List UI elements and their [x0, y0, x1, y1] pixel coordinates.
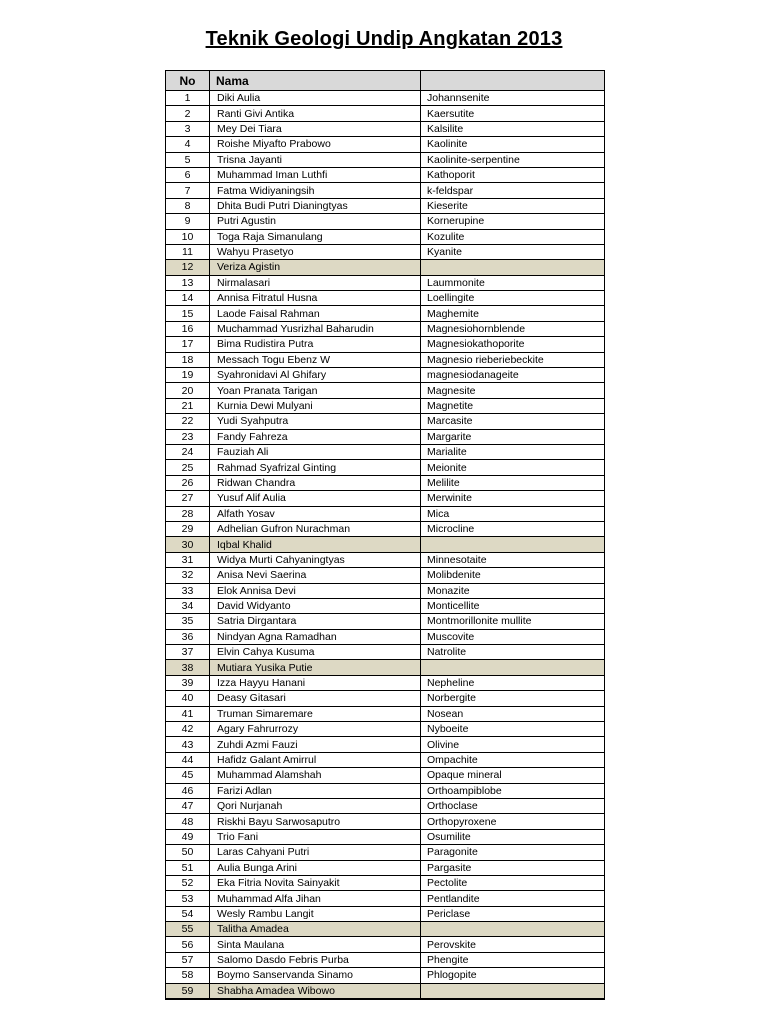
student-name: Aulia Bunga Arini — [210, 860, 421, 875]
mineral-name: Perovskite — [421, 937, 605, 952]
row-number: 22 — [166, 414, 210, 429]
row-number: 58 — [166, 968, 210, 983]
mineral-name: Magnesio rieberiebeckite — [421, 352, 605, 367]
table-row — [166, 275, 605, 290]
row-number: 47 — [166, 798, 210, 813]
row-number: 54 — [166, 906, 210, 921]
row-number: 37 — [166, 645, 210, 660]
student-name: Yoan Pranata Tarigan — [210, 383, 421, 398]
row-number: 57 — [166, 952, 210, 967]
mineral-name: Marcasite — [421, 414, 605, 429]
student-name: Syahronidavi Al Ghifary — [210, 368, 421, 383]
student-name: Fatma Widiyaningsih — [210, 183, 421, 198]
table-row — [166, 106, 605, 121]
table-row — [166, 737, 605, 752]
table-row — [166, 167, 605, 182]
table-row — [166, 845, 605, 860]
table-row — [166, 860, 605, 875]
mineral-name: Nyboeite — [421, 722, 605, 737]
mineral-name: Kozulite — [421, 229, 605, 244]
row-number: 56 — [166, 937, 210, 952]
row-number: 3 — [166, 121, 210, 136]
table-row — [166, 337, 605, 352]
student-name: Eka Fitria Novita Sainyakit — [210, 875, 421, 890]
student-name: Muhammad Iman Luthfi — [210, 167, 421, 182]
student-name: Riskhi Bayu Sarwosaputro — [210, 814, 421, 829]
mineral-name: Phengite — [421, 952, 605, 967]
student-name: Salomo Dasdo Febris Purba — [210, 952, 421, 967]
student-name: Alfath Yosav — [210, 506, 421, 521]
mineral-name — [421, 260, 605, 275]
table-row — [166, 414, 605, 429]
row-number: 8 — [166, 198, 210, 213]
mineral-name: Mica — [421, 506, 605, 521]
mineral-name: Magnesiohornblende — [421, 321, 605, 336]
mineral-name: Marialite — [421, 444, 605, 459]
table-row — [166, 875, 605, 890]
row-number: 44 — [166, 752, 210, 767]
mineral-name: Olivine — [421, 737, 605, 752]
table-row — [166, 291, 605, 306]
student-name: Truman Simaremare — [210, 706, 421, 721]
table-row — [166, 137, 605, 152]
row-number: 28 — [166, 506, 210, 521]
mineral-name: Osumilite — [421, 829, 605, 844]
student-name: Talitha Amadea — [210, 922, 421, 937]
row-number: 32 — [166, 568, 210, 583]
table-row — [166, 645, 605, 660]
table-row — [166, 352, 605, 367]
mineral-name: Orthoampiblobe — [421, 783, 605, 798]
table-row — [166, 768, 605, 783]
row-number: 50 — [166, 845, 210, 860]
table-row — [166, 91, 605, 106]
student-name: Wahyu Prasetyo — [210, 244, 421, 259]
mineral-name: Opaque mineral — [421, 768, 605, 783]
row-number: 7 — [166, 183, 210, 198]
mineral-name: magnesiodanageite — [421, 368, 605, 383]
student-name: Annisa Fitratul Husna — [210, 291, 421, 306]
table-row — [166, 398, 605, 413]
student-name: Hafidz Galant Amirrul — [210, 752, 421, 767]
mineral-name — [421, 983, 605, 999]
table-row — [166, 444, 605, 459]
table-row — [166, 506, 605, 521]
mineral-name: Johannsenite — [421, 91, 605, 106]
row-number: 1 — [166, 91, 210, 106]
row-number: 16 — [166, 321, 210, 336]
table-header-row — [166, 71, 605, 91]
student-name: Dhita Budi Putri Dianingtyas — [210, 198, 421, 213]
row-number: 15 — [166, 306, 210, 321]
student-name: Toga Raja Simanulang — [210, 229, 421, 244]
row-number: 9 — [166, 214, 210, 229]
student-name: Boymo Sanservanda Sinamo — [210, 968, 421, 983]
row-number: 31 — [166, 552, 210, 567]
student-name: Agary Fahrurrozy — [210, 722, 421, 737]
table-row — [166, 214, 605, 229]
mineral-name: Maghemite — [421, 306, 605, 321]
mineral-name: Muscovite — [421, 629, 605, 644]
row-number: 43 — [166, 737, 210, 752]
table-row — [166, 260, 605, 275]
mineral-name: Magnetite — [421, 398, 605, 413]
student-name: Izza Hayyu Hanani — [210, 675, 421, 690]
row-number: 46 — [166, 783, 210, 798]
row-number: 21 — [166, 398, 210, 413]
mineral-name: Phlogopite — [421, 968, 605, 983]
student-name: Kurnia Dewi Mulyani — [210, 398, 421, 413]
mineral-name: Microcline — [421, 521, 605, 536]
row-number: 25 — [166, 460, 210, 475]
mineral-name — [421, 922, 605, 937]
row-number: 51 — [166, 860, 210, 875]
student-name: Shabha Amadea Wibowo — [210, 983, 421, 999]
table-row — [166, 952, 605, 967]
mineral-name: Melilite — [421, 475, 605, 490]
student-name: Elvin Cahya Kusuma — [210, 645, 421, 660]
mineral-name: Ompachite — [421, 752, 605, 767]
row-number: 30 — [166, 537, 210, 552]
row-number: 19 — [166, 368, 210, 383]
row-number: 13 — [166, 275, 210, 290]
table-row — [166, 121, 605, 136]
mineral-name: k-feldspar — [421, 183, 605, 198]
row-number: 33 — [166, 583, 210, 598]
table-row — [166, 537, 605, 552]
mineral-name: Kalsilite — [421, 121, 605, 136]
table-row — [166, 321, 605, 336]
row-number: 41 — [166, 706, 210, 721]
row-number: 5 — [166, 152, 210, 167]
table-row — [166, 783, 605, 798]
row-number: 35 — [166, 614, 210, 629]
row-number: 10 — [166, 229, 210, 244]
table-row — [166, 706, 605, 721]
row-number: 20 — [166, 383, 210, 398]
table-row — [166, 829, 605, 844]
student-name: Laras Cahyani Putri — [210, 845, 421, 860]
table-row — [166, 521, 605, 536]
table-row — [166, 968, 605, 983]
table-row — [166, 383, 605, 398]
mineral-name — [421, 660, 605, 675]
student-name: Mey Dei Tiara — [210, 121, 421, 136]
mineral-name: Pentlandite — [421, 891, 605, 906]
row-number: 40 — [166, 691, 210, 706]
table-row — [166, 598, 605, 613]
table-row — [166, 675, 605, 690]
table-row — [166, 629, 605, 644]
header-nama: Nama — [210, 71, 421, 91]
mineral-name: Nosean — [421, 706, 605, 721]
header-mineral — [421, 71, 605, 91]
mineral-name: Magnesiokathoporite — [421, 337, 605, 352]
mineral-name: Kaolinite — [421, 137, 605, 152]
mineral-name: Loellingite — [421, 291, 605, 306]
student-name: Yusuf Alif Aulia — [210, 491, 421, 506]
table-row — [166, 798, 605, 813]
student-name: Veriza Agistin — [210, 260, 421, 275]
student-name: Bima Rudistira Putra — [210, 337, 421, 352]
row-number: 39 — [166, 675, 210, 690]
row-number: 45 — [166, 768, 210, 783]
student-name: Deasy Gitasari — [210, 691, 421, 706]
student-name: Wesly Rambu Langit — [210, 906, 421, 921]
student-name: David Widyanto — [210, 598, 421, 613]
table-row — [166, 229, 605, 244]
table-row — [166, 152, 605, 167]
row-number: 18 — [166, 352, 210, 367]
row-number: 17 — [166, 337, 210, 352]
student-name: Adhelian Gufron Nurachman — [210, 521, 421, 536]
student-name: Yudi Syahputra — [210, 414, 421, 429]
student-name: Satria Dirgantara — [210, 614, 421, 629]
mineral-name: Margarite — [421, 429, 605, 444]
mineral-name: Minnesotaite — [421, 552, 605, 567]
mineral-name: Paragonite — [421, 845, 605, 860]
row-number: 36 — [166, 629, 210, 644]
student-name: Ridwan Chandra — [210, 475, 421, 490]
student-name: Diki Aulia — [210, 91, 421, 106]
table-row — [166, 568, 605, 583]
student-name: Messach Togu Ebenz W — [210, 352, 421, 367]
mineral-name: Magnesite — [421, 383, 605, 398]
table-row — [166, 460, 605, 475]
mineral-name: Monazite — [421, 583, 605, 598]
mineral-name: Kathoporit — [421, 167, 605, 182]
mineral-name: Meionite — [421, 460, 605, 475]
mineral-name — [421, 537, 605, 552]
table-row — [166, 306, 605, 321]
table-row — [166, 722, 605, 737]
row-number: 14 — [166, 291, 210, 306]
table-row — [166, 475, 605, 490]
table-row — [166, 937, 605, 952]
mineral-name: Kaolinite-serpentine — [421, 152, 605, 167]
table-row — [166, 906, 605, 921]
row-number: 48 — [166, 814, 210, 829]
row-number: 2 — [166, 106, 210, 121]
student-name: Sinta Maulana — [210, 937, 421, 952]
mineral-name: Pectolite — [421, 875, 605, 890]
row-number: 59 — [166, 983, 210, 999]
table-row — [166, 691, 605, 706]
row-number: 26 — [166, 475, 210, 490]
row-number: 42 — [166, 722, 210, 737]
row-number: 49 — [166, 829, 210, 844]
row-number: 38 — [166, 660, 210, 675]
student-name: Putri Agustin — [210, 214, 421, 229]
table-row — [166, 583, 605, 598]
mineral-name: Orthopyroxene — [421, 814, 605, 829]
mineral-name: Laummonite — [421, 275, 605, 290]
student-name: Muchammad Yusrizhal Baharudin — [210, 321, 421, 336]
row-number: 53 — [166, 891, 210, 906]
row-number: 11 — [166, 244, 210, 259]
mineral-name: Molibdenite — [421, 568, 605, 583]
student-name: Nirmalasari — [210, 275, 421, 290]
student-table — [165, 70, 605, 1000]
student-name: Fandy Fahreza — [210, 429, 421, 444]
page-title: Teknik Geologi Undip Angkatan 2013 — [205, 28, 563, 50]
mineral-name: Monticellite — [421, 598, 605, 613]
table-row — [166, 752, 605, 767]
mineral-name: Periclase — [421, 906, 605, 921]
mineral-name: Norbergite — [421, 691, 605, 706]
student-name: Elok Annisa Devi — [210, 583, 421, 598]
row-number: 34 — [166, 598, 210, 613]
student-name: Iqbal Khalid — [210, 537, 421, 552]
row-number: 27 — [166, 491, 210, 506]
student-name: Muhammad Alamshah — [210, 768, 421, 783]
table-row — [166, 983, 605, 999]
student-name: Ranti Givi Antika — [210, 106, 421, 121]
mineral-name: Nepheline — [421, 675, 605, 690]
table-row — [166, 183, 605, 198]
mineral-name: Pargasite — [421, 860, 605, 875]
table-row — [166, 922, 605, 937]
table-row — [166, 198, 605, 213]
student-name: Anisa Nevi Saerina — [210, 568, 421, 583]
mineral-name: Orthoclase — [421, 798, 605, 813]
row-number: 55 — [166, 922, 210, 937]
student-name: Fauziah Ali — [210, 444, 421, 459]
header-no: No — [166, 71, 210, 91]
student-name: Roishe Miyafto Prabowo — [210, 137, 421, 152]
table-row — [166, 614, 605, 629]
row-number: 29 — [166, 521, 210, 536]
student-name: Mutiara Yusika Putie — [210, 660, 421, 675]
row-number: 6 — [166, 167, 210, 182]
mineral-name: Kyanite — [421, 244, 605, 259]
row-number: 12 — [166, 260, 210, 275]
student-name: Qori Nurjanah — [210, 798, 421, 813]
row-number: 4 — [166, 137, 210, 152]
student-name: Farizi Adlan — [210, 783, 421, 798]
mineral-name: Montmorillonite mullite — [421, 614, 605, 629]
table-row — [166, 660, 605, 675]
table-row — [166, 244, 605, 259]
mineral-name: Merwinite — [421, 491, 605, 506]
row-number: 23 — [166, 429, 210, 444]
student-name: Widya Murti Cahyaningtyas — [210, 552, 421, 567]
student-name: Laode Faisal Rahman — [210, 306, 421, 321]
mineral-name: Kieserite — [421, 198, 605, 213]
table-row — [166, 814, 605, 829]
row-number: 24 — [166, 444, 210, 459]
mineral-name: Kaersutite — [421, 106, 605, 121]
mineral-name: Natrolite — [421, 645, 605, 660]
table-row — [166, 891, 605, 906]
table-row — [166, 429, 605, 444]
student-name: Zuhdi Azmi Fauzi — [210, 737, 421, 752]
row-number: 52 — [166, 875, 210, 890]
student-name: Trio Fani — [210, 829, 421, 844]
table-row — [166, 368, 605, 383]
table-row — [166, 552, 605, 567]
student-name: Trisna Jayanti — [210, 152, 421, 167]
student-name: Rahmad Syafrizal Ginting — [210, 460, 421, 475]
student-name: Nindyan Agna Ramadhan — [210, 629, 421, 644]
table-row — [166, 491, 605, 506]
student-name: Muhammad Alfa Jihan — [210, 891, 421, 906]
table-body — [166, 91, 605, 1000]
mineral-name: Kornerupine — [421, 214, 605, 229]
